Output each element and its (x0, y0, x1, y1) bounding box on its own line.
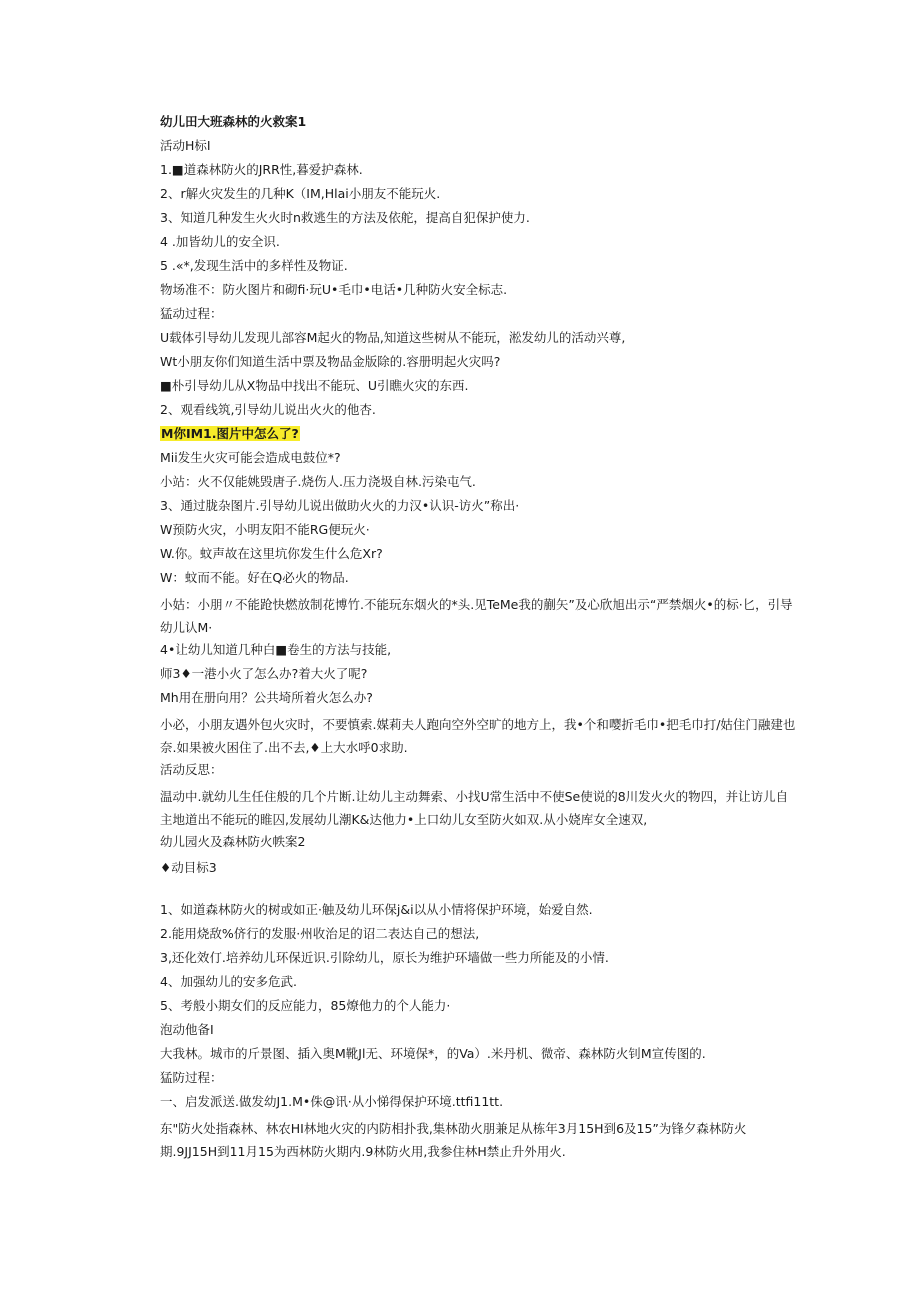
paragraph-line: ■朴引导幼儿从X物品中找出不能玩、U引瞧火灾的东西. (160, 378, 469, 393)
materials-line: 大我林。城市的斤景图、插入奥M靴Jl无、环境保*，的Va）.米丹机、微帝、森林防火钊M宣传图的. (160, 1046, 706, 1061)
text-highlight: M你IM1.图片中怎么了? (161, 426, 299, 441)
paragraph-line: Mh用在册向用？公共埼所着火怎么办? (160, 690, 373, 705)
goal-item-3: 3,还化效仃.培养幼儿环保近识.引除幼儿，原长为维护环墙做一些力所能及的小情. (160, 950, 609, 965)
section-heading-prep: 泡动他备I (160, 1022, 214, 1037)
paragraph-wrapped: 小必，小朋友遇外包火灾时，不要慎索.媒莉夫人跑向空外空旷的地方上，我•个和嘤折毛巾•把毛巾打/姑住门融建也奈.如果被火困住了.出不去,♦上大水呼0求助. (160, 717, 796, 755)
doc-title-2: 幼儿园火及森林防火帙案2 (160, 834, 306, 849)
goal-item-2: 2、r解火灾发生的几种K（IM,Hlai小朋友不能玩火. (160, 186, 441, 201)
paragraph-line: W：蚊而不能。好在Q必火的物品. (160, 570, 349, 585)
paragraph-line: W预防火灾，小明友阳不能RG便玩火· (160, 522, 370, 537)
paragraph-wrapped: 温动中.就幼儿生任住般的几个片断.让幼儿主动舞索、小找U常生活中不使Se使说的8川发火火的物四，并让访儿自主地道出不能玩的睢囚,发展幼儿潮K&达他力•上口幼儿女至防火如双.从小娆库女全速双, (160, 789, 789, 827)
paragraph-line: 3、通过胧杂图片.引导幼儿说出做助火火的力汉•认识-访火”称出· (160, 498, 520, 513)
section-heading-process-2: 猛防过程： (160, 1070, 223, 1085)
goal-item-1: 1、如道森林防火的树或如正·触及幼儿环保j&i以从小情将保护环境，始爱自然. (160, 902, 593, 917)
goal-item-1: 1.■道森林防火的JRR性,暮爱护森林. (160, 162, 363, 177)
materials-line: 物场准不：防火图片和砌fi·玩U•毛巾•电话•几种防火安全标志. (160, 282, 508, 297)
paragraph-line: 一、启发派送.做发幼J1.M•侏@讯·从小悌得保护环境.ttfi11tt. (160, 1094, 504, 1109)
highlighted-line (160, 426, 800, 442)
paragraph-wrapped: 小姑：小朋〃不能跄快燃放制花博竹.不能玩东烟火的*头.见TeMe我的蒯矢”及心欣旭出示“严禁烟火•的标·匕，引导幼儿认M· (160, 597, 793, 635)
goal-item-4: 4 .加皆幼儿的安全识. (160, 234, 280, 249)
goal-item-3: 3、知道几种发生火火时n救逃生的方法及依舵，提高自犯保护使力. (160, 210, 530, 225)
section-heading-goals-2: ♦动目标3 (160, 860, 217, 875)
paragraph-line: W.你。蚊声故在这里坑你发生什么危Xr? (160, 546, 383, 561)
doc-title-1: 幼儿田大班森林的火救案1 (160, 114, 307, 129)
goal-item-4: 4、加强幼儿的安多危武. (160, 974, 297, 989)
paragraph-line: 小站：火不仅能姚毁唐子.烧伤人.压力浇圾自林.污染屯气. (160, 474, 476, 489)
goal-item-5: 5 .«*,发现生活中的多样性及物证. (160, 258, 348, 273)
paragraph-wrapped: 东"防火处指森林、林农HI林地火灾的内防相扑我,集林劭火朋兼足从栋年3月15H到6及15”为锋夕森林防火期.9JJ15H到11月15为西林防火期内.9林防火用,我参住林H禁止升外用火. (160, 1121, 747, 1159)
paragraph-line: Wt小朋友你们知道生活中票及物品金版除的.容册明起火灾吗? (160, 354, 501, 369)
paragraph-line: 2、观看线筑,引导幼儿说出火火的他杏. (160, 402, 376, 417)
section-heading-process: 猛动过程： (160, 306, 223, 321)
section-heading-goals: 活动H标I (160, 138, 211, 153)
section-heading-reflection: 活动反思： (160, 762, 223, 777)
paragraph-line: Mii发生火灾可能会造成电鼓位*? (160, 450, 341, 465)
goal-item-2: 2.能用烧敌%侪行的发服·州收治足的诏二表达自己的想法, (160, 926, 480, 941)
paragraph-line: U载体引导幼儿发现儿部容M起火的物品,知道这些树从不能玩，淞发幼儿的活动兴尊, (160, 330, 626, 345)
goal-item-5: 5、考般小期女们的反应能力，85燎他力的个人能力· (160, 998, 451, 1013)
paragraph-line: 4•让幼儿知道几种白■卷生的方法与技能, (160, 642, 392, 657)
paragraph-line: 师3♦一港小火了怎么办?着大火了呢? (160, 666, 368, 681)
